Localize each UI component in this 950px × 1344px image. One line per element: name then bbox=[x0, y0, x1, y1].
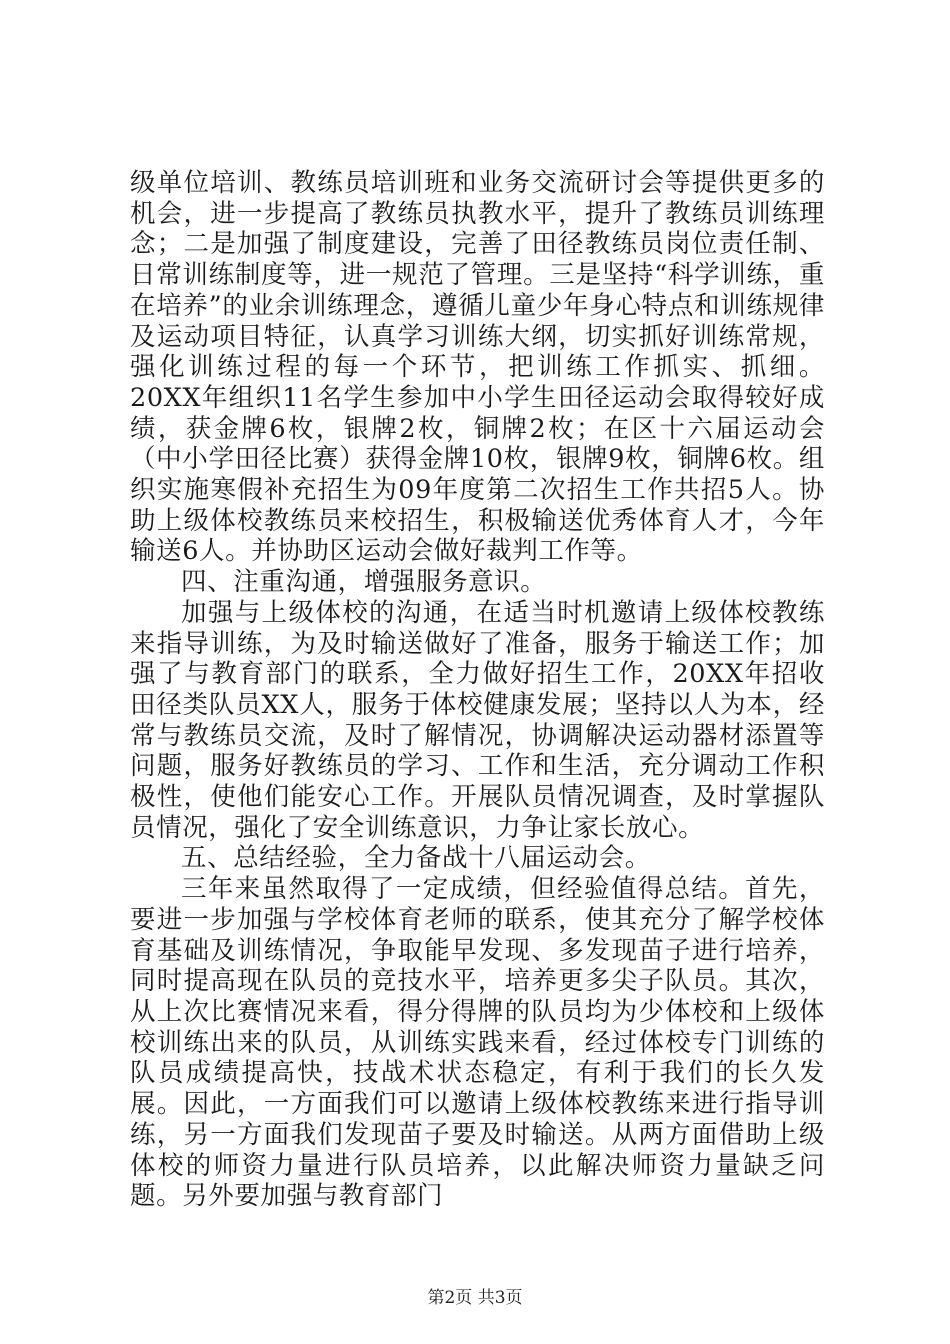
body-paragraph-training: 级单位培训、教练员培训班和业务交流研讨会等提供更多的机会，进一步提高了教练员执教水平，提升了教练员训练理念；二是加强了制度建设，完善了田径教练员岗位责任制、日常训练制度等，进一规范了管理。三是坚持“科学训练，重在培养”的业余训练理念，遵循儿童少年身心特点和训练规律及运动项目特征，认真学习训练大纲，切实抓好训练常规，强化训练过程的每一个环节，把训练工作抓实、抓细。20XX年组织11名学生参加中小学生田径运动会取得较好成绩，获金牌6枚，银牌2枚，铜牌2枚；在区十六届运动会（中小学田径比赛）获得金牌10枚，银牌9枚，铜牌6枚。组织实施寒假补充招生为09年度第二次招生工作共招5人。协助上级体校教练员来校招生，积极输送优秀体育人才，今年输送6人。并协助区运动会做好裁判工作等。 bbox=[130, 168, 825, 567]
section-heading-communication: 四、注重沟通，增强服务意识。 bbox=[181, 567, 547, 598]
section-heading-summary: 五、总结经验，全力备战十八届运动会。 bbox=[181, 843, 651, 874]
body-paragraph-communication: 加强与上级体校的沟通，在适当时机邀请上级体校教练来指导训练，为及时输送做好了准备，服务于输送工作；加强了与教育部门的联系，全力做好招生工作，20XX年招收田径类队员XX人，服务于体校健康发展；坚持以人为本，经常与教练员交流，及时了解情况，协调解决运动器材添置等问题，服务好教练员的学习、工作和生活，充分调动工作积极性，使他们能安心工作。开展队员情况调查，及时掌握队员情况，强化了安全训练意识，力争让家长放心。 bbox=[130, 597, 825, 843]
body-paragraph-summary: 三年来虽然取得了一定成绩，但经验值得总结。首先，要进一步加强与学校体育老师的联系，使其充分了解学校体育基础及训练情况，争取能早发现、多发现苗子进行培养，同时提高现在队员的竞技水平，培养更多尖子队员。其次，从上次比赛情况来看，得分得牌的队员均为少体校和上级体校训练出来的队员，从训练实践来看，经过体校专门训练的队员成绩提高快，技战术状态稳定，有利于我们的长久发展。因此，一方面我们可以邀请上级体校教练来进行指导训练，另一方面我们发现苗子要及时输送。从两方面借助上级体校的师资力量进行队员培养，以此解决师资力量缺乏问题。另外要加强与教育部门 bbox=[130, 874, 825, 1212]
document-body bbox=[130, 168, 825, 1212]
page-footer: 第2页 共3页 bbox=[427, 1288, 523, 1308]
